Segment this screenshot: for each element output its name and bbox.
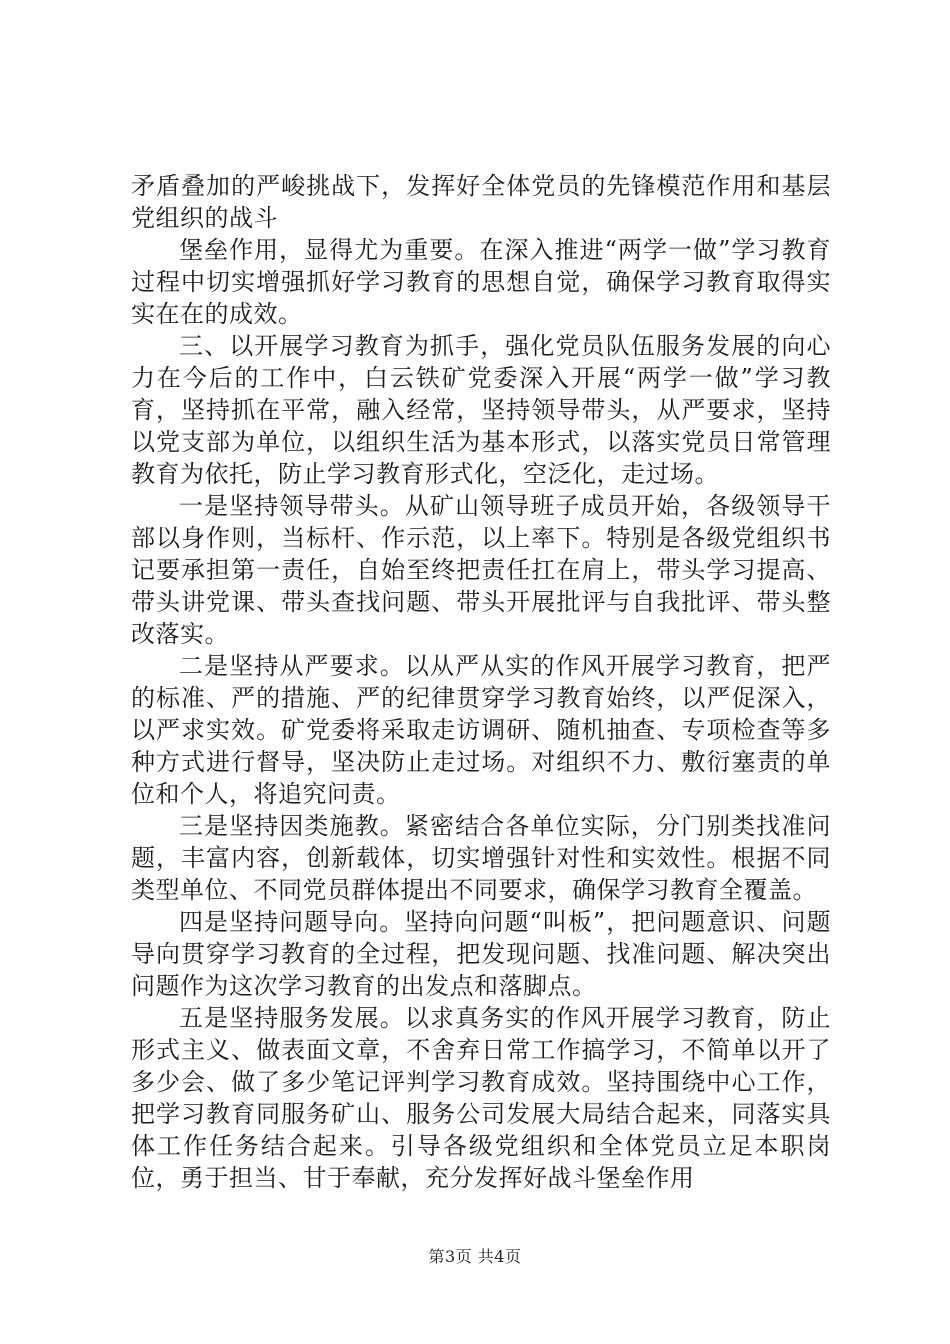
paragraph-point-five: 五是坚持服务发展。以求真务实的作风开展学习教育，防止形式主义、做表面文章，不舍弃日常工作搞学习，不简单以开了多少会、做了多少笔记评判学习教育成效。坚持围绕中心工作，把学习教育同服务矿山、服务公司发展大局结合起来，同落实具体工作任务结合起来。引导各级党组织和全体党员立足本职岗位，勇于担当、甘于奉献，充分发挥好战斗堡垒作用 bbox=[131, 1004, 831, 1192]
paragraph-point-two: 二是坚持从严要求。以从严从实的作风开展学习教育，把严的标准、严的措施、严的纪律贯穿学习教育始终，以严促深入，以严求实效。矿党委将采取走访调研、随机抽查、专项检查等多种方式进行督导，坚决防止走过场。对组织不力、敷衍塞责的单位和个人，将追究问责。 bbox=[131, 652, 831, 808]
paragraph-point-four: 四是坚持问题导向。坚持向问题“叫板”，把问题意识、问题导向贯穿学习教育的全过程，把发现问题、找准问题、解决突出问题作为这次学习教育的出发点和落脚点。 bbox=[131, 908, 831, 1000]
page-number-footer: 第3页 共4页 bbox=[428, 1247, 522, 1266]
paragraph-section-three: 三、以开展学习教育为抓手，强化党员队伍服务发展的向心力在今后的工作中，白云铁矿党委深入开展“两学一做”学习教育，坚持抓在平常，融入经常，坚持领导带头，从严要求，坚持以党支部为单位，以组织生活为基本形式，以落实党员日常管理教育为依托，防止学习教育形式化，空泛化，走过场。 bbox=[131, 332, 831, 488]
paragraph-fortress-role: 堡垒作用，显得尤为重要。在深入推进“两学一做”学习教育过程中切实增强抓好学习教育的思想自觉，确保学习教育取得实实在在的成效。 bbox=[131, 236, 831, 328]
paragraph-point-three: 三是坚持因类施教。紧密结合各单位实际，分门别类找准问题，丰富内容，创新载体，切实增强针对性和实效性。根据不同类型单位、不同党员群体提出不同要求，确保学习教育全覆盖。 bbox=[131, 812, 831, 904]
paragraph-point-one: 一是坚持领导带头。从矿山领导班子成员开始，各级领导干部以身作则，当标杆、作示范，以上率下。特别是各级党组织书记要承担第一责任，自始至终把责任扛在肩上，带头学习提高、带头讲党课、带头查找问题、带头开展批评与自我批评、带头整改落实。 bbox=[131, 492, 831, 648]
document-body bbox=[131, 170, 831, 1194]
paragraph-continuation: 矛盾叠加的严峻挑战下，发挥好全体党员的先锋模范作用和基层党组织的战斗 bbox=[131, 172, 831, 232]
